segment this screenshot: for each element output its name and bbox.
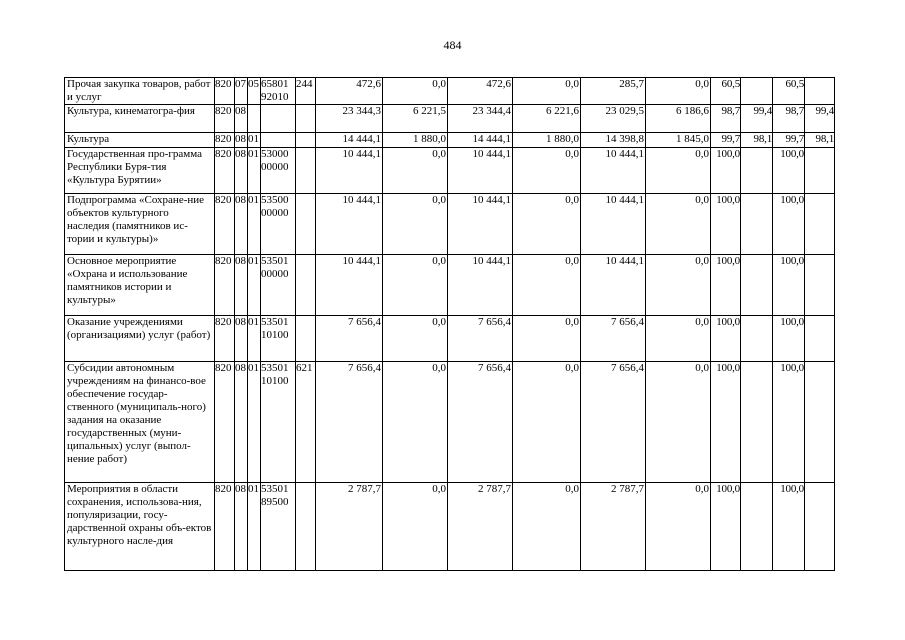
revised-federal-cell: 6 221,6 xyxy=(513,105,581,133)
subsection-code-cell: 05 xyxy=(248,78,261,105)
subsection-code-cell: 01 xyxy=(248,483,261,571)
row-name-cell: Мероприятия в области сохранения, использова-ния, популяризации, госу-дарственной охраны объ-ектов культурного насле-дия xyxy=(65,483,215,571)
expense-type-code-cell: 621 xyxy=(296,362,316,483)
expense-type-code-cell xyxy=(296,133,316,148)
subsection-code-cell xyxy=(248,105,261,133)
revised-federal-cell: 0,0 xyxy=(513,362,581,483)
pct-revised-federal-cell xyxy=(805,362,835,483)
pct-plan-total-cell: 99,7 xyxy=(711,133,741,148)
revised-total-cell: 472,6 xyxy=(448,78,513,105)
pct-plan-total-cell: 100,0 xyxy=(711,148,741,194)
pct-plan-federal-cell: 99,4 xyxy=(741,105,773,133)
target-code-part1: 65801 xyxy=(261,78,289,90)
pct-revised-total-cell: 100,0 xyxy=(773,362,805,483)
executed-federal-cell: 0,0 xyxy=(646,316,711,362)
revised-total-cell: 7 656,4 xyxy=(448,362,513,483)
planned-total-cell: 7 656,4 xyxy=(316,362,383,483)
planned-federal-cell: 0,0 xyxy=(383,148,448,194)
pct-revised-federal-cell xyxy=(805,483,835,571)
section-code-cell: 08 xyxy=(235,483,248,571)
pct-plan-federal-cell xyxy=(741,255,773,316)
ministry-code-cell: 820 xyxy=(215,133,235,148)
executed-total-cell: 7 656,4 xyxy=(581,316,646,362)
section-code-cell: 08 xyxy=(235,255,248,316)
pct-revised-total-cell: 100,0 xyxy=(773,194,805,255)
target-code-part1: 53500 xyxy=(261,194,289,206)
pct-revised-total-cell: 99,7 xyxy=(773,133,805,148)
section-code-cell: 08 xyxy=(235,148,248,194)
pct-revised-federal-cell: 98,1 xyxy=(805,133,835,148)
executed-total-cell: 23 029,5 xyxy=(581,105,646,133)
expense-type-code-cell xyxy=(296,316,316,362)
table-body xyxy=(65,78,835,571)
ministry-code-cell: 820 xyxy=(215,255,235,316)
target-code-part2: 89500 xyxy=(261,496,289,508)
pct-plan-federal-cell: 98,1 xyxy=(741,133,773,148)
target-code-part1: 53501 xyxy=(261,255,289,267)
target-code-cell xyxy=(261,78,296,105)
row-name-cell: Прочая закупка товаров, работ и услуг xyxy=(65,78,215,105)
subsection-code-cell: 01 xyxy=(248,148,261,194)
row-name-cell: Культура xyxy=(65,133,215,148)
section-code-cell: 07 xyxy=(235,78,248,105)
target-code-part2: 00000 xyxy=(261,207,289,219)
ministry-code-cell: 820 xyxy=(215,362,235,483)
revised-federal-cell: 0,0 xyxy=(513,194,581,255)
table-row xyxy=(65,133,835,148)
pct-plan-federal-cell xyxy=(741,194,773,255)
revised-federal-cell: 0,0 xyxy=(513,148,581,194)
section-code-cell: 08 xyxy=(235,105,248,133)
executed-total-cell: 285,7 xyxy=(581,78,646,105)
revised-federal-cell: 1 880,0 xyxy=(513,133,581,148)
subsection-code-cell: 01 xyxy=(248,133,261,148)
ministry-code-cell: 820 xyxy=(215,148,235,194)
section-code-cell: 08 xyxy=(235,194,248,255)
row-name-cell: Основное мероприятие «Охрана и использование памятников истории и культуры» xyxy=(65,255,215,316)
subsection-code-cell: 01 xyxy=(248,316,261,362)
revised-total-cell: 23 344,4 xyxy=(448,105,513,133)
executed-federal-cell: 0,0 xyxy=(646,362,711,483)
pct-revised-total-cell: 100,0 xyxy=(773,255,805,316)
target-code-part1: 53501 xyxy=(261,316,289,328)
executed-federal-cell: 6 186,6 xyxy=(646,105,711,133)
table-row xyxy=(65,255,835,316)
planned-total-cell: 472,6 xyxy=(316,78,383,105)
executed-federal-cell: 0,0 xyxy=(646,78,711,105)
pct-plan-total-cell: 100,0 xyxy=(711,194,741,255)
target-code-part1: 53501 xyxy=(261,362,289,374)
planned-total-cell: 14 444,1 xyxy=(316,133,383,148)
target-code-part2: 00000 xyxy=(261,161,289,173)
table-row xyxy=(65,148,835,194)
target-code-part2: 10100 xyxy=(261,329,289,341)
subsection-code-cell: 01 xyxy=(248,194,261,255)
target-code-cell xyxy=(261,255,296,316)
expense-type-code-cell xyxy=(296,194,316,255)
expense-type-code-cell: 244 xyxy=(296,78,316,105)
pct-revised-total-cell: 100,0 xyxy=(773,148,805,194)
table-row xyxy=(65,78,835,105)
ministry-code-cell: 820 xyxy=(215,78,235,105)
planned-total-cell: 10 444,1 xyxy=(316,255,383,316)
planned-total-cell: 7 656,4 xyxy=(316,316,383,362)
planned-total-cell: 10 444,1 xyxy=(316,148,383,194)
table-row xyxy=(65,105,835,133)
planned-total-cell: 2 787,7 xyxy=(316,483,383,571)
pct-revised-total-cell: 60,5 xyxy=(773,78,805,105)
pct-plan-total-cell: 100,0 xyxy=(711,316,741,362)
expense-type-code-cell xyxy=(296,255,316,316)
pct-plan-total-cell: 100,0 xyxy=(711,255,741,316)
expense-type-code-cell xyxy=(296,148,316,194)
pct-revised-total-cell: 100,0 xyxy=(773,483,805,571)
pct-plan-total-cell: 60,5 xyxy=(711,78,741,105)
pct-plan-federal-cell xyxy=(741,78,773,105)
planned-federal-cell: 0,0 xyxy=(383,255,448,316)
table-row xyxy=(65,316,835,362)
pct-plan-total-cell: 100,0 xyxy=(711,483,741,571)
target-code-cell xyxy=(261,316,296,362)
expense-type-code-cell xyxy=(296,483,316,571)
page-number: 484 xyxy=(443,38,462,52)
pct-plan-federal-cell xyxy=(741,362,773,483)
section-code-cell: 08 xyxy=(235,133,248,148)
revised-federal-cell: 0,0 xyxy=(513,78,581,105)
subsection-code-cell: 01 xyxy=(248,362,261,483)
row-name-cell: Государственная про-грамма Республики Буря-тия «Культура Бурятии» xyxy=(65,148,215,194)
target-code-cell xyxy=(261,148,296,194)
table-row xyxy=(65,362,835,483)
pct-revised-total-cell: 100,0 xyxy=(773,316,805,362)
executed-federal-cell: 0,0 xyxy=(646,194,711,255)
section-code-cell: 08 xyxy=(235,362,248,483)
target-code-cell xyxy=(261,362,296,483)
planned-total-cell: 23 344,3 xyxy=(316,105,383,133)
executed-total-cell: 10 444,1 xyxy=(581,148,646,194)
subsection-code-cell: 01 xyxy=(248,255,261,316)
target-code-part1: 53501 xyxy=(261,483,289,495)
revised-total-cell: 10 444,1 xyxy=(448,255,513,316)
target-code-cell xyxy=(261,105,296,133)
pct-plan-total-cell: 98,7 xyxy=(711,105,741,133)
pct-plan-federal-cell xyxy=(741,316,773,362)
executed-total-cell: 10 444,1 xyxy=(581,255,646,316)
ministry-code-cell: 820 xyxy=(215,105,235,133)
target-code-part2: 10100 xyxy=(261,375,289,387)
pct-plan-federal-cell xyxy=(741,483,773,571)
row-name-cell: Субсидии автономным учреждениям на финансо-вое обеспечение государ-ственного (муниципаль-ного) задания на оказание государственных (муни-ципальных) услуг (выпол-нение работ) xyxy=(65,362,215,483)
executed-total-cell: 14 398,8 xyxy=(581,133,646,148)
revised-total-cell: 10 444,1 xyxy=(448,148,513,194)
row-name-cell: Оказание учреждениями (организациями) услуг (работ) xyxy=(65,316,215,362)
revised-total-cell: 14 444,1 xyxy=(448,133,513,148)
revised-total-cell: 7 656,4 xyxy=(448,316,513,362)
pct-revised-federal-cell: 99,4 xyxy=(805,105,835,133)
ministry-code-cell: 820 xyxy=(215,316,235,362)
executed-federal-cell: 0,0 xyxy=(646,255,711,316)
pct-revised-federal-cell xyxy=(805,316,835,362)
revised-federal-cell: 0,0 xyxy=(513,255,581,316)
planned-federal-cell: 1 880,0 xyxy=(383,133,448,148)
budget-table xyxy=(64,77,835,571)
planned-total-cell: 10 444,1 xyxy=(316,194,383,255)
pct-revised-federal-cell xyxy=(805,255,835,316)
planned-federal-cell: 6 221,5 xyxy=(383,105,448,133)
pct-revised-federal-cell xyxy=(805,78,835,105)
ministry-code-cell: 820 xyxy=(215,194,235,255)
planned-federal-cell: 0,0 xyxy=(383,316,448,362)
pct-plan-total-cell: 100,0 xyxy=(711,362,741,483)
target-code-part1: 53000 xyxy=(261,148,289,160)
executed-federal-cell: 1 845,0 xyxy=(646,133,711,148)
planned-federal-cell: 0,0 xyxy=(383,78,448,105)
revised-total-cell: 10 444,1 xyxy=(448,194,513,255)
executed-federal-cell: 0,0 xyxy=(646,148,711,194)
table-row xyxy=(65,194,835,255)
revised-total-cell: 2 787,7 xyxy=(448,483,513,571)
executed-federal-cell: 0,0 xyxy=(646,483,711,571)
pct-plan-federal-cell xyxy=(741,148,773,194)
row-name-cell: Культура, кинематогра-фия xyxy=(65,105,215,133)
planned-federal-cell: 0,0 xyxy=(383,362,448,483)
revised-federal-cell: 0,0 xyxy=(513,316,581,362)
target-code-cell xyxy=(261,194,296,255)
ministry-code-cell: 820 xyxy=(215,483,235,571)
target-code-part2: 92010 xyxy=(261,91,289,103)
planned-federal-cell: 0,0 xyxy=(383,483,448,571)
revised-federal-cell: 0,0 xyxy=(513,483,581,571)
row-name-cell: Подпрограмма «Сохране-ние объектов культурного наследия (памятников ис-тории и культуры)» xyxy=(65,194,215,255)
expense-type-code-cell xyxy=(296,105,316,133)
pct-revised-total-cell: 98,7 xyxy=(773,105,805,133)
target-code-cell xyxy=(261,133,296,148)
table-row xyxy=(65,483,835,571)
target-code-cell xyxy=(261,483,296,571)
pct-revised-federal-cell xyxy=(805,148,835,194)
executed-total-cell: 7 656,4 xyxy=(581,362,646,483)
executed-total-cell: 10 444,1 xyxy=(581,194,646,255)
target-code-part2: 00000 xyxy=(261,268,289,280)
pct-revised-federal-cell xyxy=(805,194,835,255)
section-code-cell: 08 xyxy=(235,316,248,362)
executed-total-cell: 2 787,7 xyxy=(581,483,646,571)
planned-federal-cell: 0,0 xyxy=(383,194,448,255)
